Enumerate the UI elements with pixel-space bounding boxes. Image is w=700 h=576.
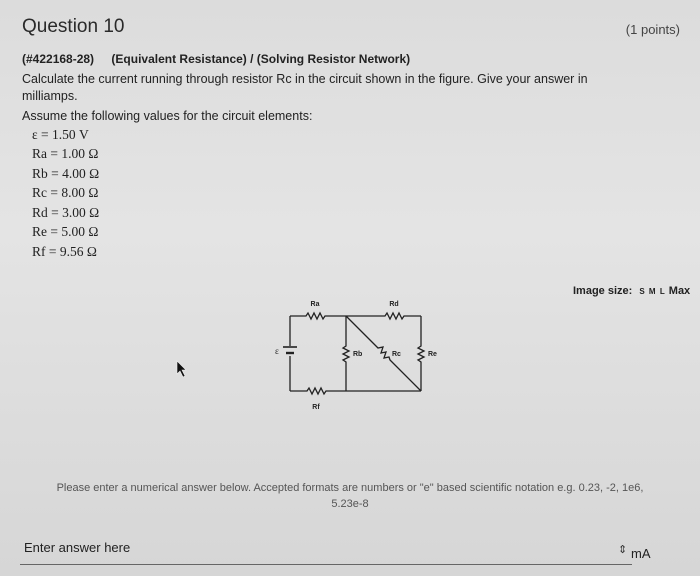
points-label: (1 points) [625,22,680,37]
value-emf: ε = 1.50 V [32,127,89,142]
mouse-pointer-icon [176,360,188,378]
label-rf: Rf [312,404,320,411]
rb-branch [343,316,349,391]
value-rc: Rc = 8.00 Ω [32,185,99,200]
image-size-max[interactable]: Max [668,285,691,297]
value-rf: Rf = 9.56 Ω [32,244,97,259]
assume-line: Assume the following values for the circuit elements: [22,109,313,123]
answer-instructions-line2: 5.23e-8 [331,498,369,510]
value-re: Re = 5.00 Ω [32,224,99,239]
answer-instructions [0,480,700,512]
question-topic-tag: (Equivalent Resistance) / (Solving Resistor Network) [111,52,411,66]
label-emf: ε [275,346,279,356]
image-size-label: Image size: [573,285,633,297]
label-rd: Rd [389,301,399,308]
label-rb: Rb [353,351,363,358]
prompt-line-2: milliamps. [22,89,78,103]
label-rc: Rc [392,351,401,358]
question-id-tag: (#422168-28) [22,52,95,66]
question-tags [22,52,424,66]
value-rb: Rb = 4.00 Ω [32,166,100,181]
top-wire [290,313,421,319]
unit-spinner-icon[interactable]: ⇕ [618,544,628,556]
value-rd: Rd = 3.00 Ω [32,205,100,220]
prompt-line-1: Calculate the current running through resistor Rc in the circuit shown in the figure. Give your answer in [22,72,588,86]
value-ra: Ra = 1.00 Ω [32,146,99,161]
circuit-diagram [270,296,470,416]
question-title: Question 10 [22,16,125,37]
bottom-wire [290,388,421,394]
label-ra: Ra [310,301,320,308]
re-branch [418,316,424,391]
answer-input-underline [20,564,632,565]
unit-label: mA [631,546,651,561]
label-re: Re [428,351,437,358]
answer-input[interactable]: Enter answer here [24,540,131,555]
image-size-options[interactable]: S M L [639,287,666,296]
answer-instructions-line1: Please enter a numerical answer below. Accepted formats are numbers or "e" based scientific notation e.g. 0.23, -2, 1e6, [56,482,644,494]
image-size-control [573,285,690,297]
